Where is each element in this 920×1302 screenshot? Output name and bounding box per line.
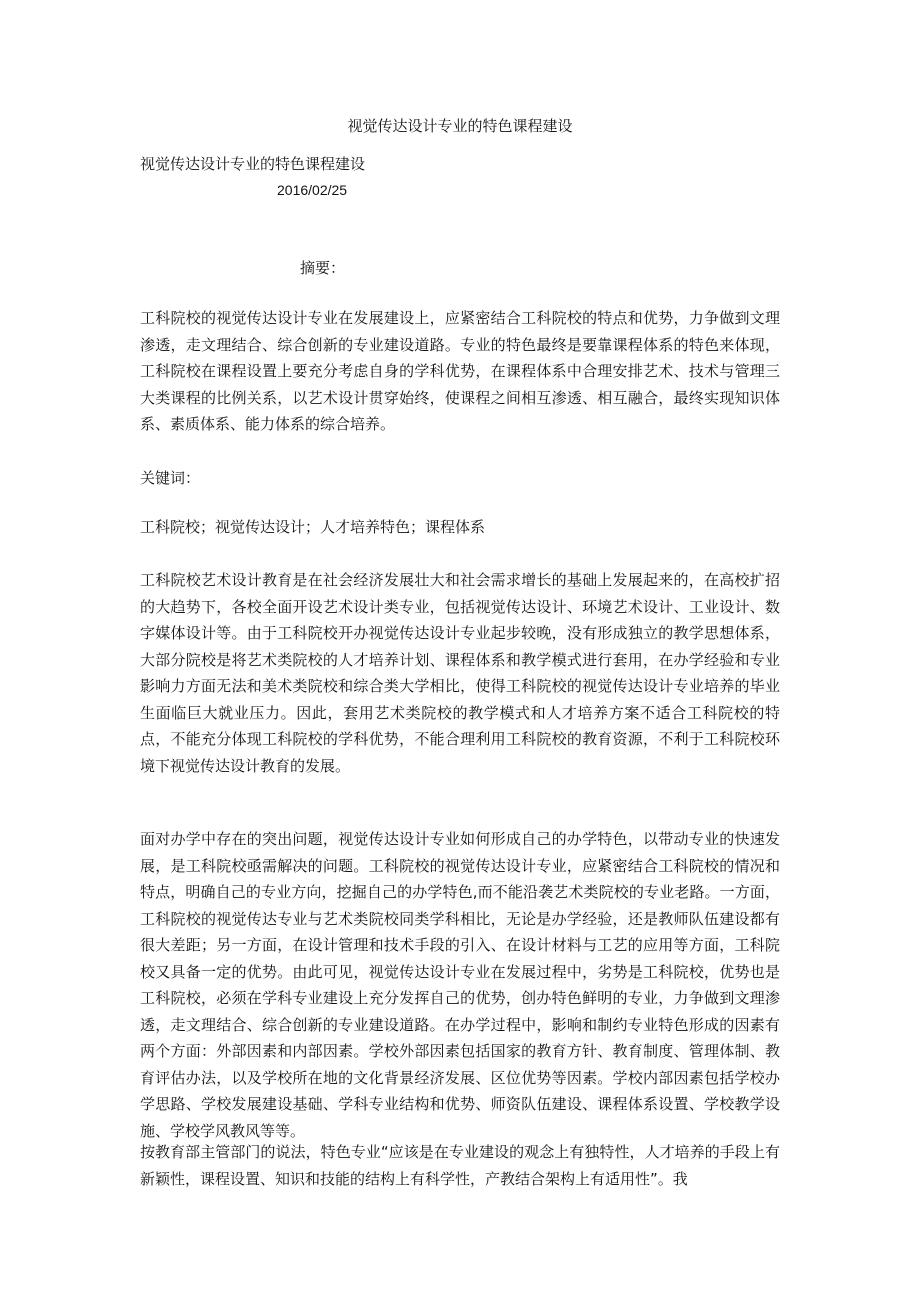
- body-paragraph: 面对办学中存在的突出问题，视觉传达设计专业如何形成自己的办学特色，以带动专业的快速发展，是工科院校亟需解决的问题。工科院校的视觉传达设计专业，应紧密结合工科院校的情况和特点，明确自己的专业方向，挖掘自己的办学特色,而不能沿袭艺术类院校的专业老路。一方面，工科院校的视觉传达专业与艺术类院校同类学科相比，无论是办学经验，还是教师队伍建设都有很大差距；另一方面，在设计管理和技术手段的引入、在设计材料与工艺的应用等方面，工科院校又具备一定的优势。由此可见，视觉传达设计专业在发展过程中，劣势是工科院校，优势也是工科院校，必须在学科专业建设上充分发挥自己的优势，创办特色鲜明的专业，力争做到文理渗透，走文理结合、综合创新的专业建设道路。在办学过程中，影响和制约专业特色形成的因素有两个方面：外部因素和内部因素。学校外部因素包括国家的教育方针、教育制度、管理体制、教育评估办法，以及学校所在地的文化背景经济发展、区位优势等因素。学校内部因素包括学校办学思路、学校发展建设基础、学科专业结构和优势、师资队伍建设、课程体系设置、学校教学设施、学校学风教风等等。: [140, 830, 780, 1140]
- keywords-label: 关键词：: [140, 469, 201, 487]
- document-subtitle: 视觉传达设计专业的特色课程建设: [140, 155, 366, 173]
- abstract-paragraph: 工科院校的视觉传达设计专业在发展建设上，应紧密结合工科院校的特点和优势，力争做到文理渗透，走文理结合、综合创新的专业建设道路。专业的特色最终是要靠课程体系的特色来体现，工科院校在课程设置上要充分考虑自身的学科优势，在课程体系中合理安排艺术、技术与管理三大类课程的比例关系，以艺术设计贯穿始终，使课程之间相互渗透、相互融合，最终实现知识体系、素质体系、能力体系的综合培养。: [140, 309, 780, 433]
- document-title: 视觉传达设计专业的特色课程建设: [347, 117, 573, 135]
- body-paragraph: 工科院校艺术设计教育是在社会经济发展壮大和社会需求增长的基础上发展起来的，在高校扩招的大趋势下，各校全面开设艺术设计类专业，包括视觉传达设计、环境艺术设计、工业设计、数字媒体设计等。由于工科院校开办视觉传达设计专业起步较晚，没有形成独立的教学思想体系，大部分院校是将艺术类院校的人才培养计划、课程体系和教学模式进行套用，在办学经验和专业影响力方面无法和美术类院校和综合类大学相比，使得工科院校的视觉传达设计专业培养的毕业生面临巨大就业压力。因此，套用艺术类院校的教学模式和人才培养方案不适合工科院校的特点，不能充分体现工科院校的学科优势，不能合理利用工科院校的教育资源，不利于工科院校环境下视觉传达设计教育的发展。: [140, 571, 780, 775]
- keywords-text: 工科院校；视觉传达设计；人才培养特色；课程体系: [140, 518, 486, 536]
- body-paragraph: 按教育部主管部门的说法，特色专业“应该是在专业建设的观念上有独特性，人才培养的手段上有新颖性，课程设置、知识和技能的结构上有科学性，产教结合架构上有适用性”。我: [140, 1143, 780, 1188]
- document-date: 2016/02/25: [277, 182, 348, 198]
- abstract-label: 摘要：: [300, 259, 346, 277]
